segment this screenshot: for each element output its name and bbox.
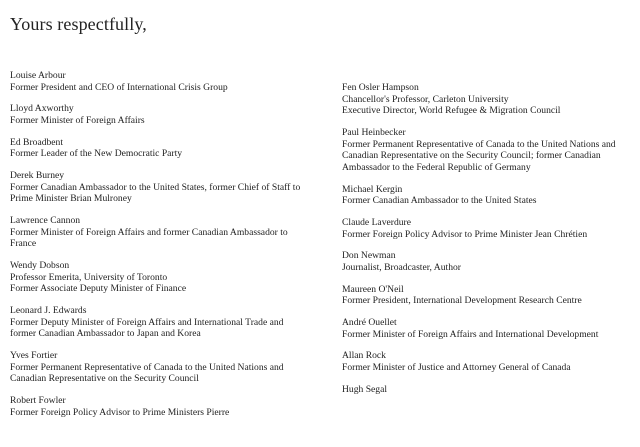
signatory-title: Former Foreign Policy Advisor to Prime Minister Jean Chrétien [342, 228, 588, 240]
signatory-title: Former President, International Development Research Centre [342, 295, 582, 307]
signatory-lawrence-cannon [10, 215, 310, 250]
signatory-name: Yves Fortier [10, 350, 58, 361]
signatory-name: Louise Arbour [10, 70, 66, 81]
signatory-title: Former Permanent Representative of Canada to the United Nations and Canadian Representative on the Security Council; former Canadian Ambassador to the Federal Republic of Germany [342, 138, 616, 173]
signatory-wendy-dobson [10, 260, 310, 295]
signatory-name: Robert Fowler [10, 394, 66, 406]
signatory-name: Lloyd Axworthy [10, 103, 74, 115]
signatory-lloyd-axworthy [10, 103, 310, 126]
signatories-right-column [342, 82, 634, 406]
signatory-title: Professor Emerita, University of Toronto Former Associate Deputy Minister of Finance [10, 271, 187, 295]
signatory-leonard-j-edwards [10, 305, 310, 340]
signatory-name: Claude Laverdure [342, 216, 411, 228]
signatory-title: Former Canadian Ambassador to the United States, former Chief of Staff to Prime Minister Brian Mulroney [10, 181, 301, 205]
signatory-name: Maureen O'Neil [342, 283, 404, 295]
signatory-ed-broadbent [10, 137, 310, 160]
signatory-michael-kergin [342, 184, 634, 207]
signatory-title: Former Minister of Foreign Affairs and International Development [342, 328, 599, 340]
signatory-name: Don Newman [342, 250, 396, 262]
signatory-name: Michael Kergin [342, 183, 403, 195]
signatories-left-column [10, 70, 310, 428]
signatory-name: Hugh Segal [342, 383, 388, 395]
signatory-derek-burney [10, 170, 310, 205]
signatory-name: Leonard J. Edwards [10, 305, 87, 317]
signatory-title: Former President and CEO of International Crisis Group [10, 81, 228, 93]
signatory-title: Former Minister of Foreign Affairs and former Canadian Ambassador to France [10, 226, 288, 250]
signatory-don-newman [342, 250, 634, 273]
signatory-title: Former Minister of Foreign Affairs [10, 114, 145, 126]
signatory-name: Allan Rock [342, 350, 386, 362]
signatory-title: Former Deputy Minister of Foreign Affairs and International Trade and former Canadian Ambassador to Japan and Korea [10, 316, 284, 340]
signatory-allan-rock [342, 350, 634, 373]
signatory-name: Derek Burney [10, 170, 65, 182]
signatory-fen-osler-hampson [342, 82, 634, 117]
signatory-name: Fen Osler Hampson [342, 82, 419, 93]
signatory-title: Former Permanent Representative of Canada to the United Nations and Canadian Representative on the Security Council [10, 361, 284, 385]
signatory-title: Former Canadian Ambassador to the United States [342, 195, 537, 207]
signatory-title: Chancellor's Professor, Carleton University Executive Director, World Refugee & Migration Council [342, 93, 561, 117]
signatory-hugh-segal [342, 384, 634, 396]
signatory-robert-fowler [10, 395, 310, 418]
signatory-name: Paul Heinbecker [342, 126, 406, 138]
signatory-title: Journalist, Broadcaster, Author [342, 261, 461, 273]
signatory-name: André Ouellet [342, 317, 397, 329]
signatory-yves-fortier [10, 350, 310, 385]
signatory-louise-arbour [10, 70, 310, 93]
signatory-name: Lawrence Cannon [10, 215, 81, 227]
signatory-name: Wendy Dobson [10, 260, 70, 272]
signatory-title: Former Minister of Justice and Attorney General of Canada [342, 362, 571, 373]
signatory-title: Former Leader of the New Democratic Party [10, 148, 183, 160]
signatory-claude-laverdure [342, 217, 634, 240]
signatory-andre-ouellet [342, 317, 634, 340]
signatory-title: Former Foreign Policy Advisor to Prime Ministers Pierre [10, 406, 230, 418]
signatory-name: Ed Broadbent [10, 136, 64, 148]
signatory-maureen-o-neil [342, 284, 634, 307]
signatory-paul-heinbecker [342, 127, 634, 173]
closing-salutation: Yours respectfully, [10, 14, 147, 34]
